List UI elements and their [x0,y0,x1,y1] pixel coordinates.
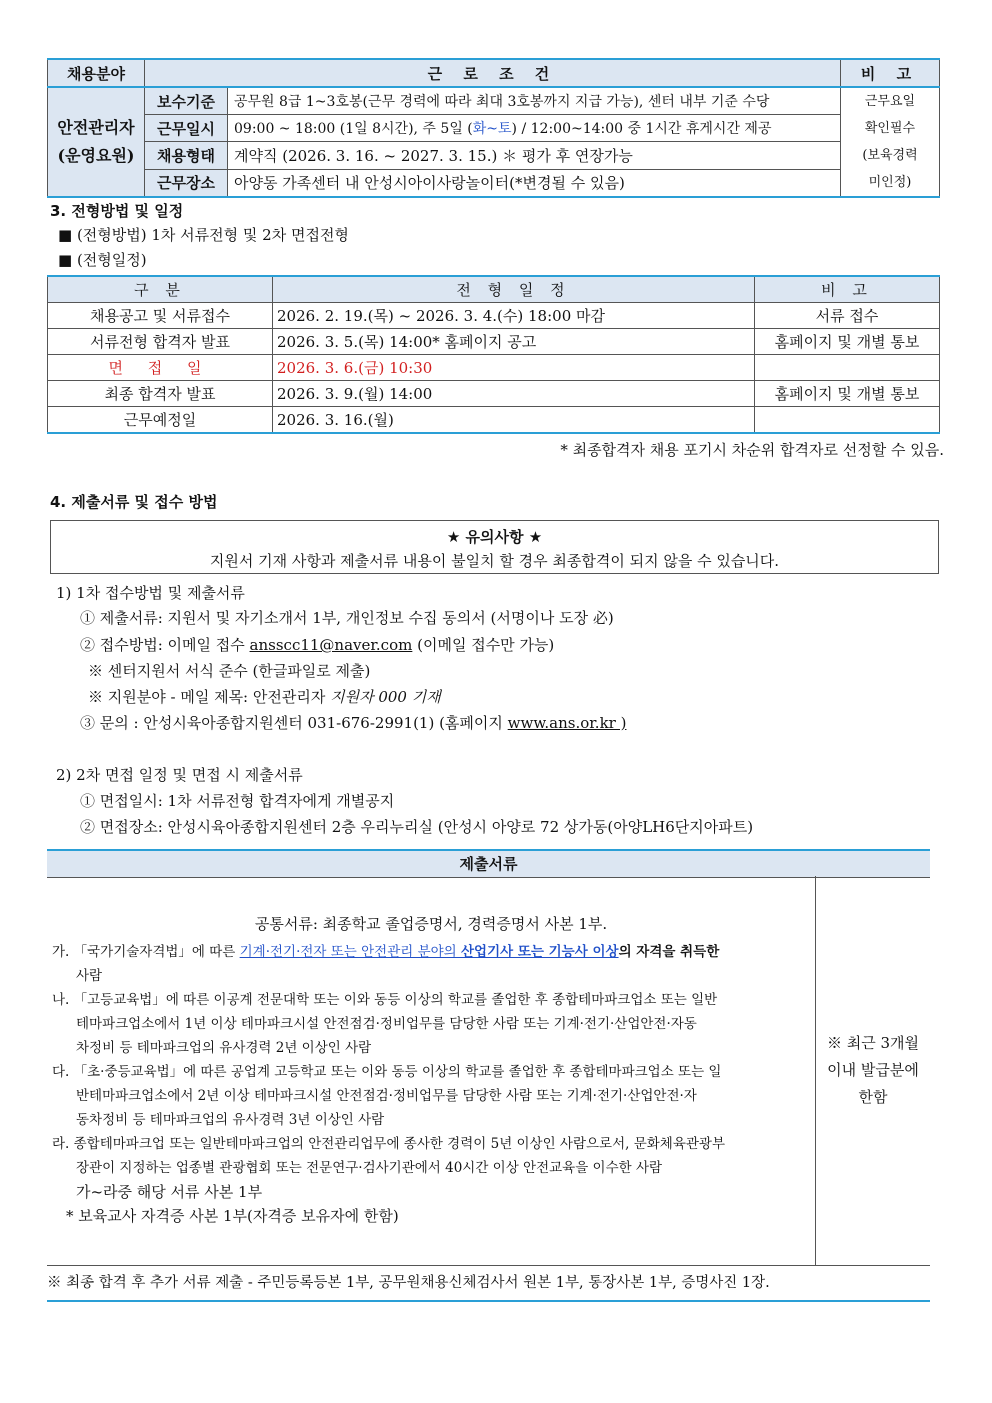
schedule-header [48,276,940,303]
remark-line: 확인필수 [864,121,916,136]
section-4-title: 4. 제출서류 및 접수 방법 [50,493,218,511]
step1-subject-note [88,686,441,709]
item-ga-bold: 산업기사 또는 기능사 이상 [461,944,619,960]
step1-contact [80,712,626,735]
list-item [52,940,816,964]
remark-line: (보육경력 [862,148,918,163]
homepage-link[interactable]: www.ans.or.kr ) [507,714,627,732]
schedule-header-note: 비 고 [755,276,940,303]
list-item: 차정비 등 테마파크업의 유사경력 2년 이상인 사람 [76,1040,372,1056]
docs-header: 제출서류 [47,849,930,878]
hours-days-highlight: 화~토 [472,121,512,138]
docs-list [52,940,816,1228]
notice-text: 지원서 기재 사항과 제출서류 내용이 불일치 할 경우 최종합격이 되지 않을 수 있습니다. [209,552,780,570]
step2-title: 2) 2차 면접 일정 및 면접 시 제출서류 [56,766,303,784]
step1-title: 1) 1차 접수방법 및 제출서류 [56,584,245,602]
docs-common: 공통서류: 최종학교 졸업증명서, 경력증명서 사본 1부. [254,915,608,933]
section-3-title: 3. 전형방법 및 일정 [50,202,184,220]
final-note: ※ 최종 합격 후 추가 서류 제출 - 주민등록등본 1부, 공무원채용신체검사서 원본 1부, 통장사본 1부, 증명사진 1장. [47,1266,930,1302]
schedule-item: 면 접 일 [48,355,273,381]
schedule-footnote: * 최종합격자 채용 포기시 차순위 합격자로 선정할 수 있음. [560,441,944,459]
subject-italic: 지원자 000 기재 [330,688,441,706]
schedule-note: 홈페이지 및 개별 통보 [755,381,940,407]
schedule-date: 2026. 3. 5.(목) 14:00* 홈페이지 공고 [273,329,755,355]
header-remarks: 비 고 [841,59,940,87]
schedule-item: 채용공고 및 서류접수 [48,303,273,329]
schedule-item: 최종 합격자 발표 [48,381,273,407]
value-hours [228,115,841,142]
list-item: * 보육교사 자격증 사본 1부(자격증 보유자에 한함) [66,1207,399,1225]
schedule-item: 근무예정일 [48,407,273,434]
notice-box [50,520,939,574]
table-row [48,381,940,407]
job-category-sub: (운영요원) [57,146,135,165]
value-salary: 공무원 8급 1~3호봉(근무 경력에 따라 최대 3호봉까지 지급 가능), 센터 내부 기준 수당 [228,87,841,115]
step2-place: ② 면접장소: 안성시육아종합지원센터 2층 우리누리실 (안성시 아양로 72 상가동(아양LH6단지아파트) [80,818,754,836]
remarks-cell [841,87,940,197]
row-employment-type [48,142,940,169]
list-item: 라. 종합테마파크업 또는 일반테마파크업의 안전관리업무에 종사한 경력이 5년 이상인 사람으로서, 문화체육관광부 [52,1136,726,1152]
remark-line: 한함 [858,1088,888,1106]
table-row [48,303,940,329]
remark-line: ※ 최근 3개월 [826,1034,920,1052]
value-employment-type: 계약직 (2026. 3. 16. ~ 2027. 3. 15.) ＊ 평가 후 연장가능 [228,142,841,169]
label-workplace: 근무장소 [145,169,228,197]
table-row [48,329,940,355]
row-workplace [48,169,940,197]
schedule-table [47,275,940,434]
row-hours [48,115,940,142]
list-item: 동차정비 등 테마파크업의 유사경력 3년 이상인 사람 [76,1112,385,1128]
remark-line: 이내 발급분에 [827,1061,919,1079]
email-link[interactable]: ansscc11@naver.com [249,636,413,654]
hours-suffix: ) / 12:00~14:00 중 1시간 휴게시간 제공 [511,121,772,138]
step2-date: ① 면접일시: 1차 서류전형 합격자에게 개별공지 [80,792,395,810]
hiring-table-header [48,59,940,87]
step1-method-suffix: (이메일 접수만 가능) [412,636,555,654]
list-item: 테마파크업소에서 1년 이상 테마파크시설 안전점검·정비업무를 담당한 사람 또는 기계·전기·산업안전·자동 [76,1016,697,1032]
schedule-note: 홈페이지 및 개별 통보 [755,329,940,355]
schedule-header-date: 전 형 일 정 [273,276,755,303]
list-item: 가~라중 해당 서류 사본 1부 [76,1183,263,1201]
remark-line: 근무요일 [864,94,916,109]
schedule-date: 2026. 3. 16.(월) [273,407,755,434]
table-row [48,407,940,434]
job-category-title: 안전관리자 [57,118,135,137]
hiring-conditions-table [47,58,940,198]
remark-line: 미인정) [868,175,912,190]
schedule-note [755,355,940,381]
list-item: 다. 「초·중등교육법」에 따른 공업계 고등학교 또는 이와 동등 이상의 학교를 졸업한 후 종합테마파크업소 또는 일 [52,1064,722,1080]
list-item: 장관이 지정하는 업종별 관광협회 또는 전문연구·검사기관에서 40시간 이상 안전교육을 이수한 사람 [76,1160,663,1176]
schedule-header-item: 구 분 [48,276,273,303]
job-category [48,87,145,197]
contact-prefix: ③ 문의 : 안성시육아종합지원센터 031-676-2991(1) (홈페이지 [80,714,508,732]
value-workplace: 아양동 가족센터 내 안성시아이사랑놀이터(*변경될 수 있음) [228,169,841,197]
label-hours: 근무일시 [145,115,228,142]
notice-title: ★ 유의사항 ★ [446,528,543,546]
schedule-date: 2026. 2. 19.(목) ~ 2026. 3. 4.(수) 18:00 마감 [273,303,755,329]
label-salary: 보수기준 [145,87,228,115]
header-conditions: 근 로 조 건 [145,59,841,87]
label-employment-type: 채용형태 [145,142,228,169]
step1-method-prefix: ② 접수방법: 이메일 접수 [80,636,250,654]
list-item: 반테마파크업소에서 2년 이상 테마파크시설 안전점검·정비업무를 담당한 사람 또는 기계·전기·산업안전·자 [76,1088,697,1104]
item-ga-tail: 의 자격을 취득한 [618,944,720,960]
header-field: 채용분야 [48,59,145,87]
schedule-item: 서류전형 합격자 발표 [48,329,273,355]
hours-prefix: 09:00 ~ 18:00 (1일 8시간), 주 5일 ( [234,121,473,138]
schedule-note [755,407,940,434]
schedule-date: 2026. 3. 9.(월) 14:00 [273,381,755,407]
item-ga-text: 가. 「국가기술자격법」에 따른 [52,944,240,960]
list-item: 나. 「고등교육법」에 따른 이공계 전문대학 또는 이와 동등 이상의 학교를 졸업한 후 종합테마파크업소 또는 일반 [52,992,718,1008]
subject-prefix: ※ 지원분야 - 메일 제목: 안전관리자 [88,688,331,706]
schedule-note: 서류 접수 [755,303,940,329]
schedule-date: 2026. 3. 6.(금) 10:30 [273,355,755,381]
step1-form-note: ※ 센터지원서 서식 준수 (한글파일로 제출) [88,662,371,680]
method-bullet: ■ (전형방법) 1차 서류전형 및 2차 면접전형 [58,226,349,244]
list-item: 사람 [76,968,103,984]
step1-method [80,634,554,657]
item-ga-highlight: 기계·전기·전자 또는 안전관리 분야의 [239,944,461,960]
step1-documents: ① 제출서류: 지원서 및 자기소개서 1부, 개인정보 수집 동의서 (서명이나 도장 必) [80,609,614,627]
row-salary [48,87,940,115]
docs-remark [816,1030,930,1111]
table-row [48,355,940,381]
schedule-bullet: ■ (전형일정) [58,251,147,269]
